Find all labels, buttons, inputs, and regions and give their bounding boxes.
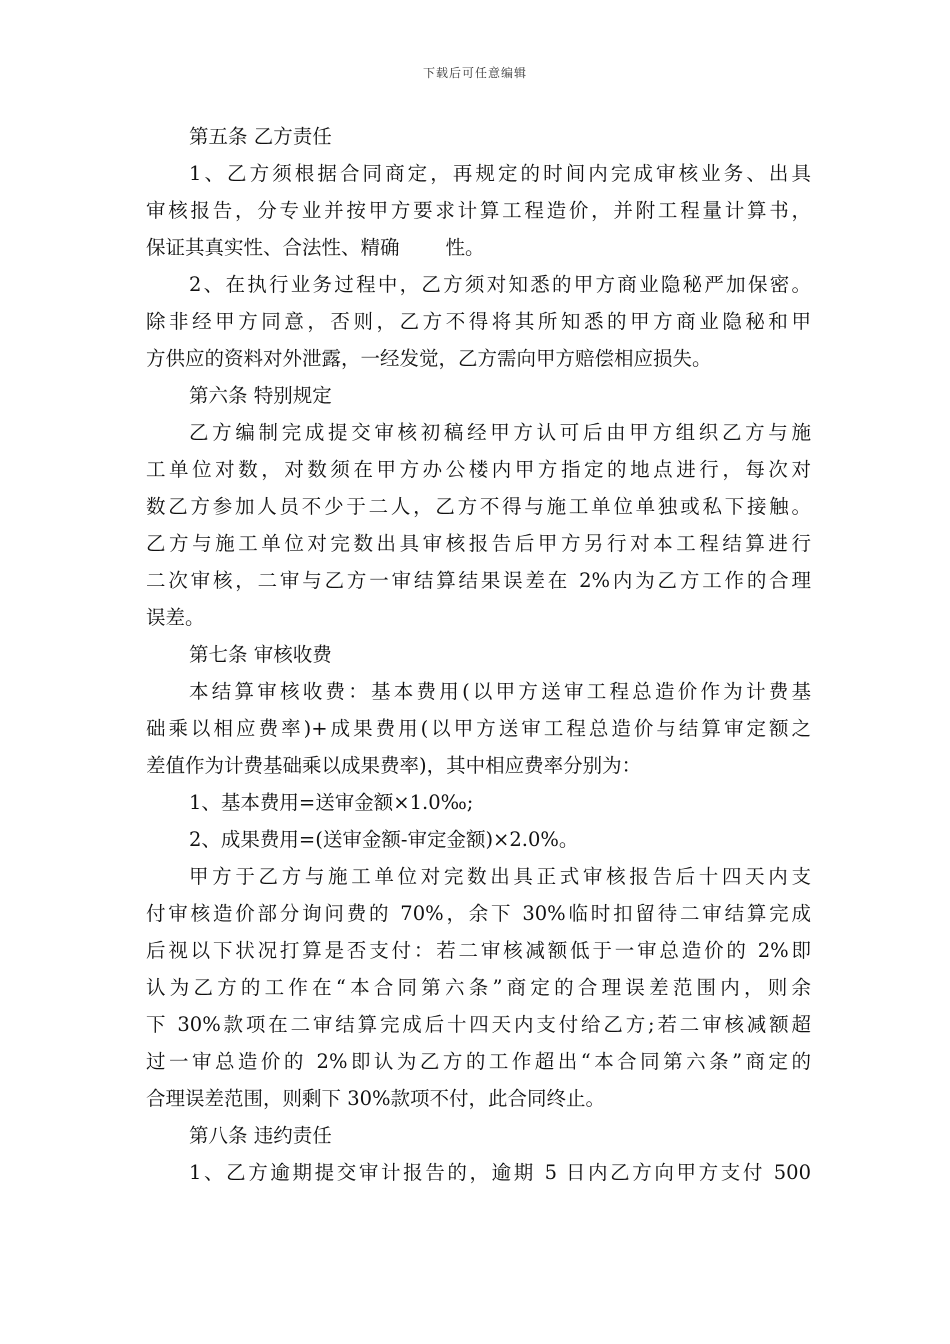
paragraph-line: 除非经甲方同意，否则，乙方不得将其所知悉的甲方商业隐秘和甲 bbox=[146, 310, 811, 333]
text-fragment: 性。 bbox=[445, 236, 485, 259]
paragraph-line: 付审核造价部分询问费的 70%，余下 30%临时扣留待二审结算完成 bbox=[146, 902, 811, 925]
paragraph-line: 乙方编制完成提交审核初稿经甲方认可后由甲方组织乙方与施 bbox=[189, 421, 811, 444]
section-heading-7: 第七条 审核收费 bbox=[189, 643, 332, 666]
paragraph-line: 础乘以相应费率)+成果费用(以甲方送审工程总造价与结算审定额之 bbox=[146, 717, 811, 740]
fee-item-basic: 1、基本费用=送审金额×1.0‰; bbox=[189, 791, 474, 814]
paragraph-line: 过一审总造价的 2%即认为乙方的工作超出“本合同第六条”商定的 bbox=[146, 1050, 811, 1073]
paragraph-line: 1、乙方须根据合同商定，再规定的时间内完成审核业务、出具 bbox=[189, 162, 811, 185]
paragraph-line: 认为乙方的工作在“本合同第六条”商定的合理误差范围内，则余 bbox=[146, 976, 811, 999]
paragraph-line: 下 30%款项在二审结算完成后十四天内支付给乙方;若二审核减额超 bbox=[146, 1013, 811, 1036]
paragraph-line: 审核报告，分专业并按甲方要求计算工程造价，并附工程量计算书， bbox=[146, 199, 811, 222]
section-heading-6: 第六条 特别规定 bbox=[189, 384, 332, 407]
section-heading-5: 第五条 乙方责任 bbox=[189, 125, 332, 148]
paragraph-line: 误差。 bbox=[146, 606, 205, 629]
paragraph-line: 二次审核，二审与乙方一审结算结果误差在 2%内为乙方工作的合理 bbox=[146, 569, 811, 592]
paragraph-line: 后视以下状况打算是否支付：若二审核减额低于一审总造价的 2%即 bbox=[146, 939, 811, 962]
paragraph-line: 差值作为计费基础乘以成果费率)，其中相应费率分别为： bbox=[146, 754, 642, 777]
document-body bbox=[146, 118, 811, 1191]
paragraph-line: 本结算审核收费：基本费用(以甲方送审工程总造价作为计费基 bbox=[189, 680, 811, 703]
paragraph-line: 工单位对数，对数须在甲方办公楼内甲方指定的地点进行，每次对 bbox=[146, 458, 811, 481]
paragraph-line: 方供应的资料对外泄露，一经发觉，乙方需向甲方赔偿相应损失。 bbox=[146, 347, 712, 370]
paragraph-line: 数乙方参加人员不少于二人，乙方不得与施工单位单独或私下接触。 bbox=[146, 495, 811, 518]
section-heading-8: 第八条 违约责任 bbox=[189, 1124, 332, 1147]
paragraph-line: 甲方于乙方与施工单位对完数出具正式审核报告后十四天内支 bbox=[189, 865, 811, 888]
paragraph-line bbox=[146, 229, 811, 266]
text-fragment: 保证其真实性、合法性、精确 bbox=[146, 236, 400, 259]
page-header: 下载后可任意编辑 bbox=[422, 66, 527, 80]
paragraph-line: 乙方与施工单位对完数出具审核报告后甲方另行对本工程结算进行 bbox=[146, 532, 811, 555]
paragraph-line: 1、乙方逾期提交审计报告的，逾期 5 日内乙方向甲方支付 500 bbox=[189, 1161, 811, 1184]
fee-item-result: 2、成果费用=(送审金额-审定金额)×2.0%。 bbox=[189, 828, 579, 851]
paragraph-line: 合理误差范围，则剩下 30%款项不付，此合同终止。 bbox=[146, 1087, 606, 1110]
paragraph-line: 2、在执行业务过程中，乙方须对知悉的甲方商业隐秘严加保密。 bbox=[189, 273, 811, 296]
